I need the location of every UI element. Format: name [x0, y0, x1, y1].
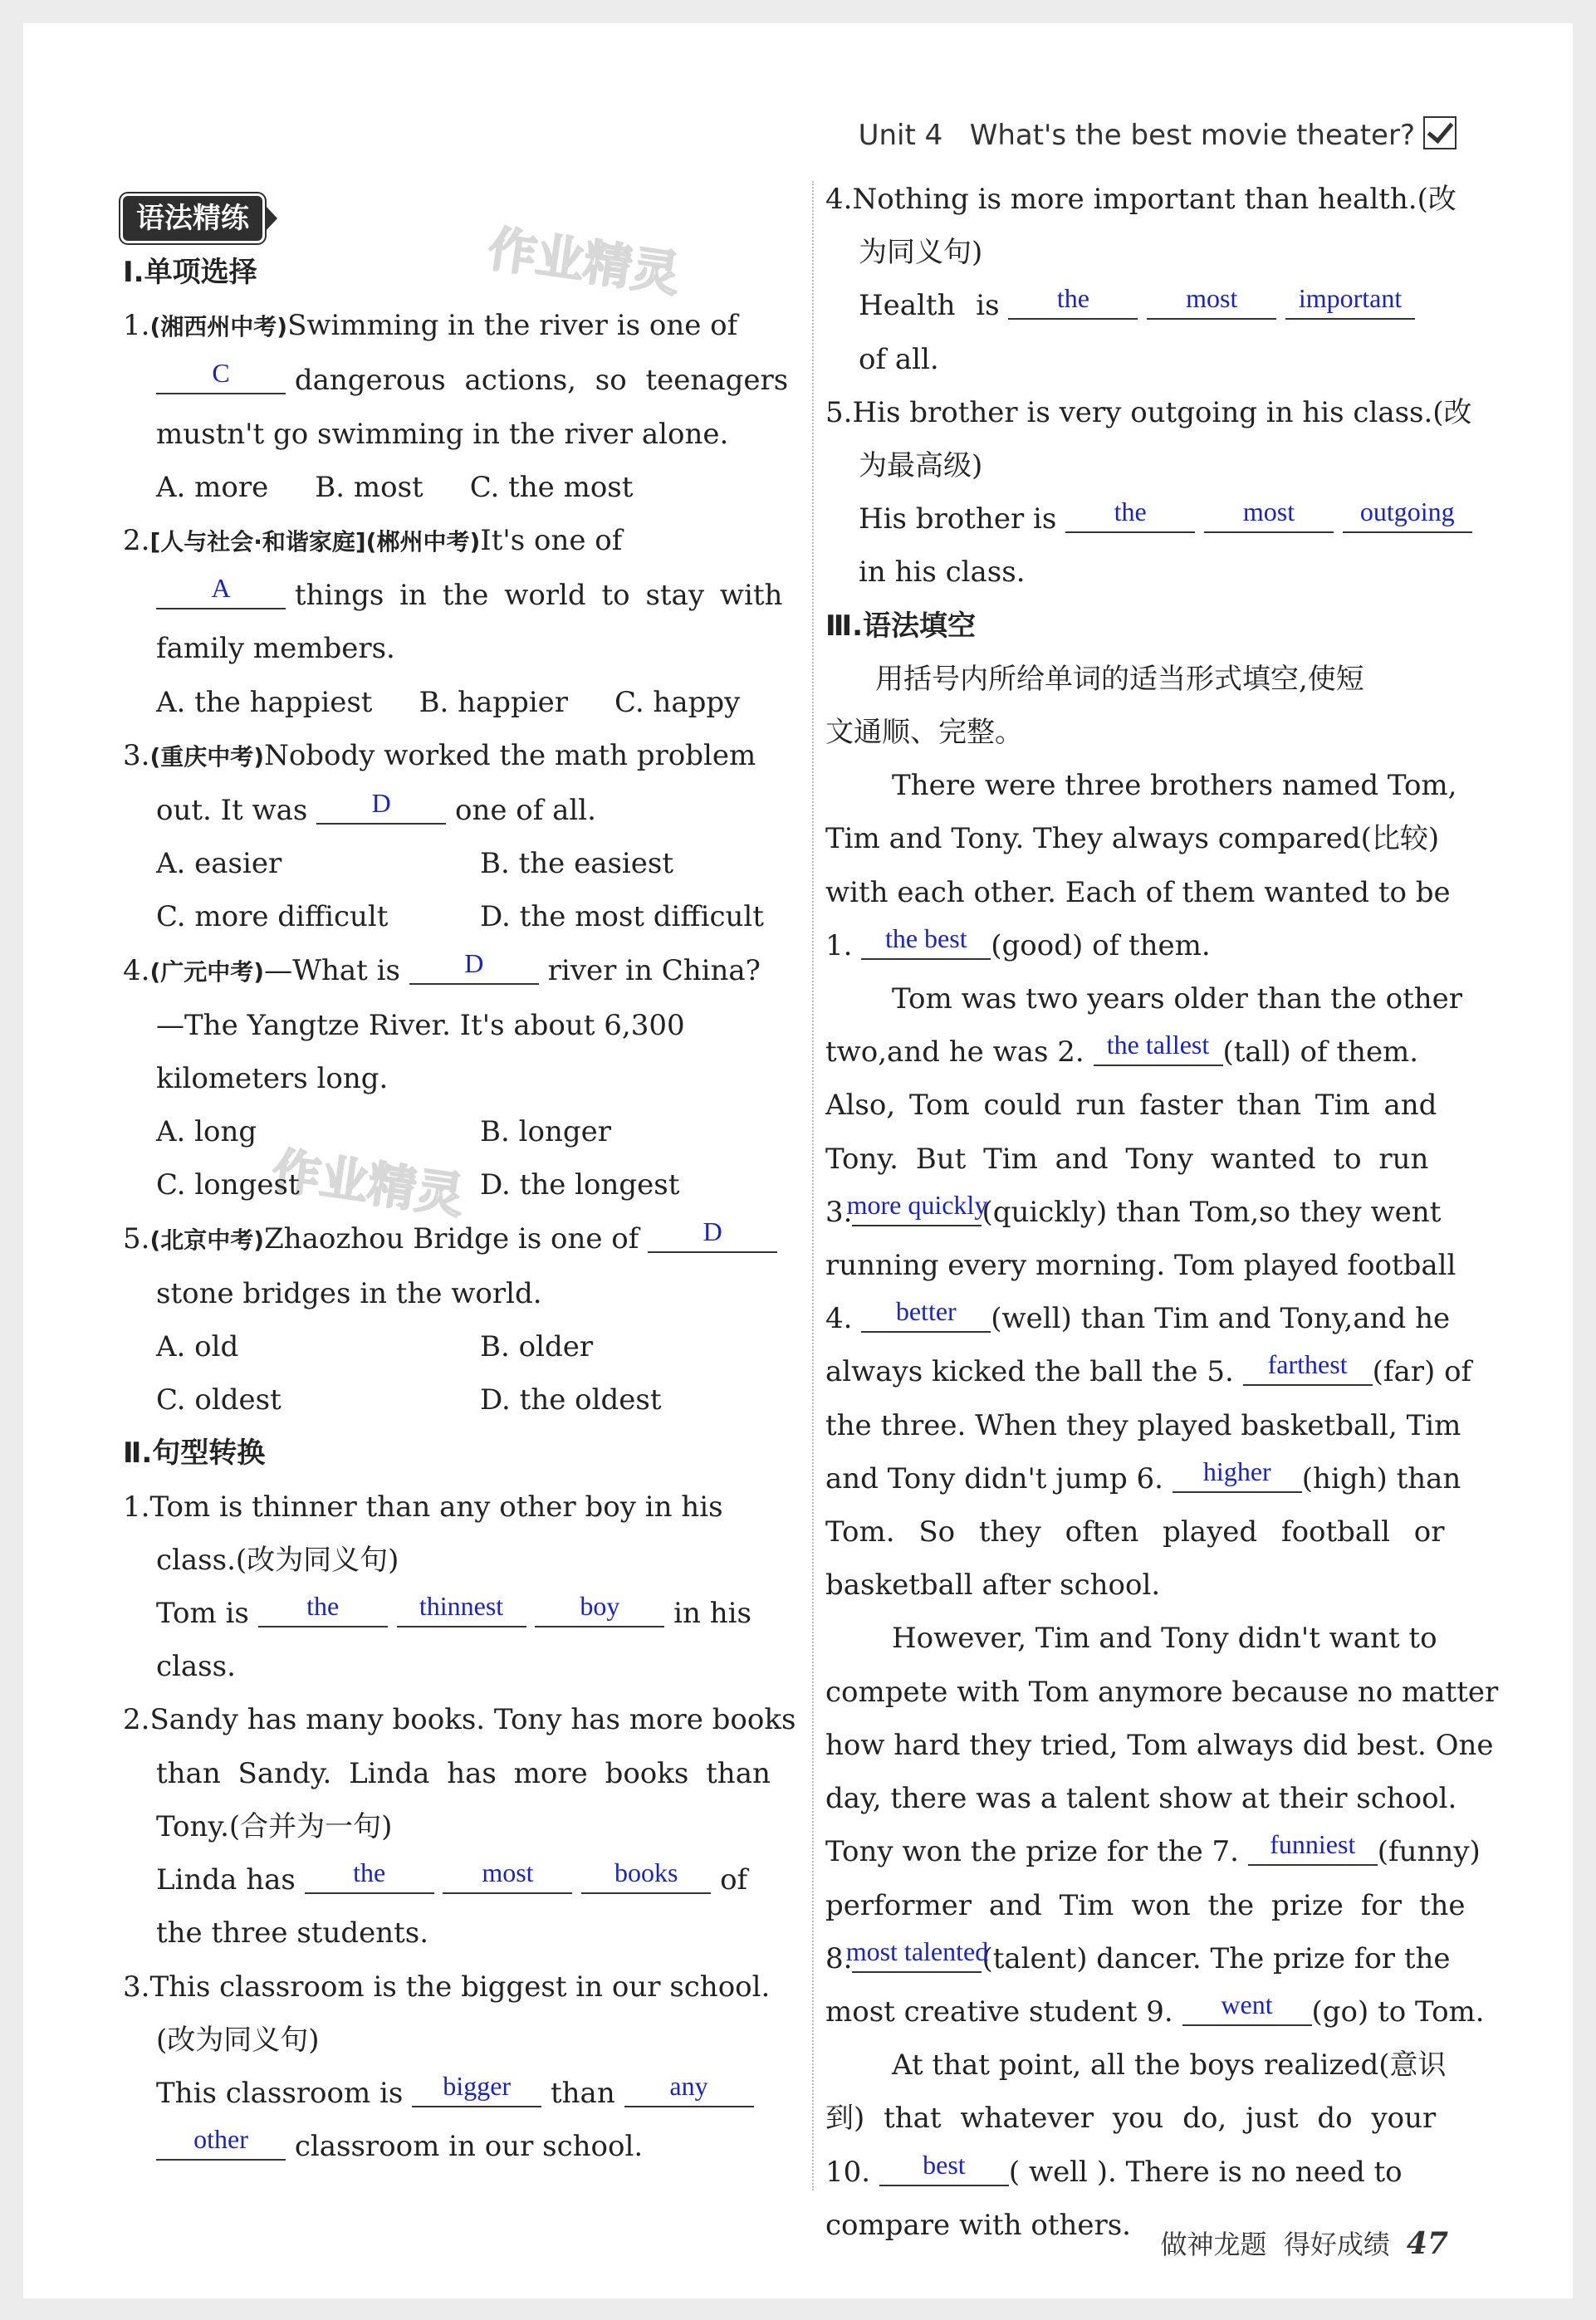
question-2: 2.[人与社会·和谐家庭](郴州中考)It's one of — [123, 524, 623, 558]
options-q5-row2: C. oldest D. the oldest — [156, 1383, 662, 1417]
transform-4: 4.Nothing is more important than health.(改 — [825, 183, 1456, 216]
answer-blank-s2-3[interactable]: books — [581, 1857, 711, 1894]
answer-blank-s4-1[interactable]: the — [1008, 283, 1138, 320]
answer-blank-s1-2[interactable]: thinnest — [397, 1591, 526, 1627]
question-5: 5.(北京中考)Zhaozhou Bridge is one of D — [100, 1212, 791, 1267]
answer-blank-s4-2[interactable]: most — [1147, 283, 1276, 320]
options-q1: A. more B. most C. the most — [156, 470, 634, 504]
footer-slogan-2: 得好成绩 — [1283, 2229, 1390, 2260]
left-column: 语法精练 Ⅰ.单项选择 1.(湘西州中考)Swimming in the river is one of C dangerous actions, so teenagers mustn't go swimming in the river alone. A. more B. most C. the most 2.[人与社会·和谐家庭](郴州中考)It's one of A things in the world to stay with family members. A. the happiest B. happier C. happy 3.(重庆中考)Nobody worked the math problem out. It was D one of all. A. easier B. the easiest C. more difficult D. the most difficult 4.(广元中考)—What is D river in China? —The Yangtze River. It's about 6,300 kilometers long. A. long B. longer C. longest D. the longest 5.(北京中考)Zhaozhou Bridge is one of D stone bridges in the world. A. old B. older C. oldest D. the oldest Ⅱ.句型转换 1.Tom is thinner than any other boy in his class.(改为同义句) Tom is the thinnest boy in his class. 2.Sandy has many books. Tony has more books than Sandy. Linda has more books than Tony.(合并为一句) Linda has the most books of the three students. 3.This classroom is the biggest in our school. (改为同义句) This classroom is bigger than any other classroom in our school. — [100, 189, 791, 2173]
options-q2: A. the happiest B. happier C. happy — [156, 685, 741, 719]
answer-blank-s5-1[interactable]: the — [1065, 497, 1195, 533]
answer-blank-q4[interactable]: D — [409, 948, 539, 985]
section-badge: 语法精练 — [123, 196, 262, 241]
transform-2: 2.Sandy has many books. Tony has more books — [123, 1703, 796, 1737]
question-3: 3.(重庆中考)Nobody worked the math problem — [123, 738, 756, 772]
question-4: 4.(广元中考)—What is D river in China? — [123, 947, 761, 987]
question-1: 1.(湘西州中考)Swimming in the river is one of — [123, 309, 738, 343]
answer-blank-s2-2[interactable]: most — [443, 1857, 572, 1894]
page-number: 47 — [1406, 2226, 1448, 2261]
check-box-icon — [1423, 116, 1456, 149]
transform-3: 3.This classroom is the biggest in our school. — [123, 1970, 771, 2004]
page-header — [859, 116, 1456, 152]
options-q4-row1: A. long B. longer — [156, 1115, 611, 1149]
answer-blank-s4-3[interactable]: important — [1285, 283, 1415, 320]
section-heading-2: Ⅱ.句型转换 — [123, 1437, 266, 1471]
passage-blank-5[interactable]: farthest — [1243, 1349, 1373, 1386]
passage-blank-7[interactable]: funniest — [1248, 1829, 1378, 1866]
answer-blank-s3-2[interactable]: any — [624, 2071, 754, 2107]
options-q5-row1: A. old B. older — [156, 1330, 594, 1364]
watermark-top: 作业精灵 — [484, 220, 683, 303]
answer-blank-q2[interactable]: A — [156, 573, 286, 609]
transform-1: 1.Tom is thinner than any other boy in his — [123, 1490, 723, 1524]
watermark-bottom: 作业精灵 — [268, 1142, 468, 1225]
passage-blank-4[interactable]: better — [861, 1296, 991, 1333]
right-column: 4.Nothing is more important than health.(改 为同义句) Health is the most important of all. 5.His brother is very outgoing in his class.(改 为最高级) His brother is the most outgoing in his class. Ⅲ.语法填空 用括号内所给单词的适当形式填空,使短 文通顺、完整。 There were three brothers named Tom, Tim and Tony. They always compared(比较) with each other. Each of them wanted to be 1. the best (good) of them. Tom was two years older than the other two,and he was 2. the tallest (tall) of them. Also, Tom could run faster than Tim and Tony. But Tim and Tony wanted to run 3. more quickly (quickly) than Tom,so they went running every morning. Tom played football 4. better (well) than Tim and Tony,and he always kicked the ball the 5. farthest (far) of the three. When they played basketball, Tim and Tony didn't jump 6. higher (high) than Tom. So they often played football or basketball after school. However, Tim and Tony didn't want to compete with Tom anymore because no matter how hard they tried, Tom always did best. One day, there was a talent show at their school. Tony won the prize for the 7. funniest (funny) performer and Tim won the prize for the 8. most talented (talent) dancer. The prize for the most creative student 9. went (go) to Tom. At that point, all the boys realized(意识 到) that whatever you do, just do your 10. best ( well ). There is no need to compare with others. — [825, 173, 1516, 2252]
options-q3-row1: A. easier B. the easiest — [156, 847, 674, 881]
passage-blank-8[interactable]: most talented — [852, 1936, 982, 1973]
unit-title: What's the best movie theater? — [969, 119, 1415, 152]
answer-blank-q5[interactable]: D — [648, 1216, 777, 1253]
worksheet-page — [23, 23, 1573, 2298]
answer-blank-s5-2[interactable]: most — [1204, 497, 1334, 533]
answer-blank-s2-1[interactable]: the — [305, 1857, 434, 1894]
answer-blank-s3-1[interactable]: bigger — [412, 2071, 541, 2107]
passage-blank-9[interactable]: went — [1182, 1990, 1312, 2026]
answer-blank-s1-1[interactable]: the — [258, 1591, 388, 1627]
passage-blank-2[interactable]: the tallest — [1094, 1030, 1223, 1066]
unit-label: Unit 4 — [858, 119, 943, 152]
section-heading-1: Ⅰ.单项选择 — [123, 256, 257, 289]
answer-blank-s5-3[interactable]: outgoing — [1343, 497, 1472, 533]
section-heading-3: Ⅲ.语法填空 — [825, 609, 977, 643]
passage-blank-3[interactable]: more quickly — [852, 1190, 982, 1226]
options-q4-row2: C. longest D. the longest — [156, 1168, 680, 1202]
column-divider — [812, 181, 814, 2190]
page-footer — [1161, 2224, 1448, 2262]
answer-blank-s3-3[interactable]: other — [156, 2124, 286, 2161]
passage-blank-6[interactable]: higher — [1173, 1456, 1302, 1493]
footer-slogan-1: 做神龙题 — [1160, 2229, 1267, 2260]
answer-blank-q1[interactable]: C — [156, 358, 286, 394]
passage-blank-1[interactable]: the best — [861, 923, 991, 960]
passage-blank-10[interactable]: best — [879, 2150, 1009, 2186]
answer-blank-q3[interactable]: D — [316, 788, 446, 825]
options-q3-row2: C. more difficult D. the most difficult — [156, 900, 764, 934]
answer-blank-s1-3[interactable]: boy — [535, 1591, 664, 1627]
transform-5: 5.His brother is very outgoing in his class.(改 — [825, 395, 1472, 429]
